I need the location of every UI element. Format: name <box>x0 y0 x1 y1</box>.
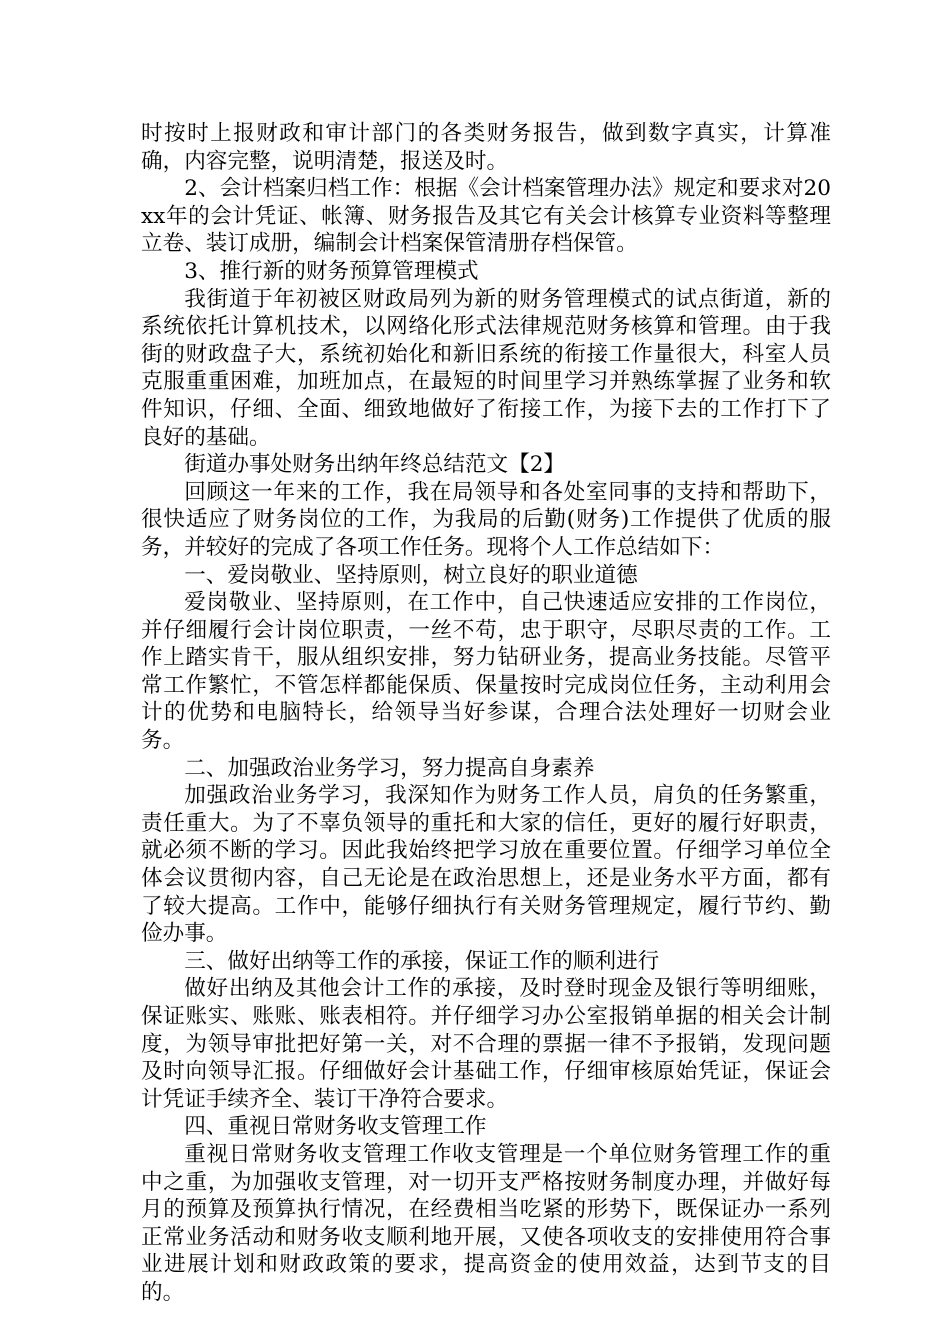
heading-section-3: 三、做好出纳等工作的承接，保证工作的顺利进行 <box>184 948 660 974</box>
heading-section-4: 四、重视日常财务收支管理工作 <box>184 1114 487 1140</box>
heading-section-1: 一、爱岗敬业、坚持原则，树立良好的职业道德 <box>184 562 638 588</box>
paragraph-section-3: 做好出纳及其他会计工作的承接，及时登时现金及银行等明细账，保证账实、账账、账表相符。并仔细学习办公室报销单据的相关会计制度，为领导审批把好第一关，对不合理的票据一律不予报销，发现问题及时向领导汇报。仔细做好会计基础工作，仔细审核原始凭证，保证会计凭证手续齐全、装订干净符合要求。 <box>141 976 831 1112</box>
paragraph-review: 回顾这一年来的工作，我在局领导和各处室同事的支持和帮助下，很快适应了财务岗位的工作，为我局的后勤(财务)工作提供了优质的服务，并较好的完成了各项工作任务。现将个人工作总结如下： <box>141 479 831 560</box>
paragraph-section-2: 加强政治业务学习，我深知作为财务工作人员，肩负的任务繁重，责任重大。为了不辜负领导的重托和大家的信任，更好的履行好职责，就必须不断的学习。因此我始终把学习放在重要位置。仔细学习单位全体会议贯彻内容，自己无论是在政治思想上，还是业务水平方面，都有了较大提高。工作中，能够仔细执行有关财务管理规定，履行节约、勤俭办事。 <box>141 783 831 947</box>
paragraph-continuation: 时按时上报财政和审计部门的各类财务报告，做到数字真实，计算准确，内容完整，说明清楚，报送及时。 <box>141 121 831 174</box>
paragraph-archive-filing: 2、会计档案归档工作：根据《会计档案管理办法》规定和要求对20xx年的会计凭证、帐簿、财务报告及其它有关会计核算专业资料等整理立卷、装订成册，编制会计档案保管清册存档保管。 <box>141 176 831 257</box>
paragraph-section-1: 爱岗敬业、坚持原则，在工作中，自己快速适应安排的工作岗位，并仔细履行会计岗位职责，一丝不苟，忠于职守，尽职尽责的工作。工作上踏实肯干，服从组织安排，努力钻研业务，提高业务技能。尽管平常工作繁忙，不管怎样都能保质、保量按时完成岗位任务，主动利用会计的优势和电脑特长，给领导当好参谋，合理合法处理好一切财会业务。 <box>141 590 831 754</box>
heading-sample-2: 街道办事处财务出纳年终总结范文【2】 <box>184 452 566 478</box>
paragraph-budget-model: 我街道于年初被区财政局列为新的财务管理模式的试点街道，新的系统依托计算机技术，以网络化形式法律规范财务核算和管理。由于我街的财政盘子大，系统初始化和新旧系统的衔接工作量很大，科室人员克服重重困难，加班加点，在最短的时间里学习并熟练掌握了业务和软件知识，仔细、全面、细致地做好了衔接工作，为接下去的工作打下了良好的基础。 <box>141 286 831 450</box>
paragraph-section-4: 重视日常财务收支管理工作收支管理是一个单位财务管理工作的重中之重，为加强收支管理，对一切开支严格按财务制度办理，并做好每月的预算及预算执行情况，在经费相当吃紧的形势下，既保证办一系列正常业务活动和财务收支顺利地开展，又使各项收支的安排使用符合事业进展计划和财政政策的要求，提高资金的使用效益，达到节支的目的。 <box>141 1141 831 1305</box>
heading-budget-model: 3、推行新的财务预算管理模式 <box>184 258 479 284</box>
document-page <box>141 120 831 1307</box>
heading-section-2: 二、加强政治业务学习，努力提高自身素养 <box>184 755 595 781</box>
